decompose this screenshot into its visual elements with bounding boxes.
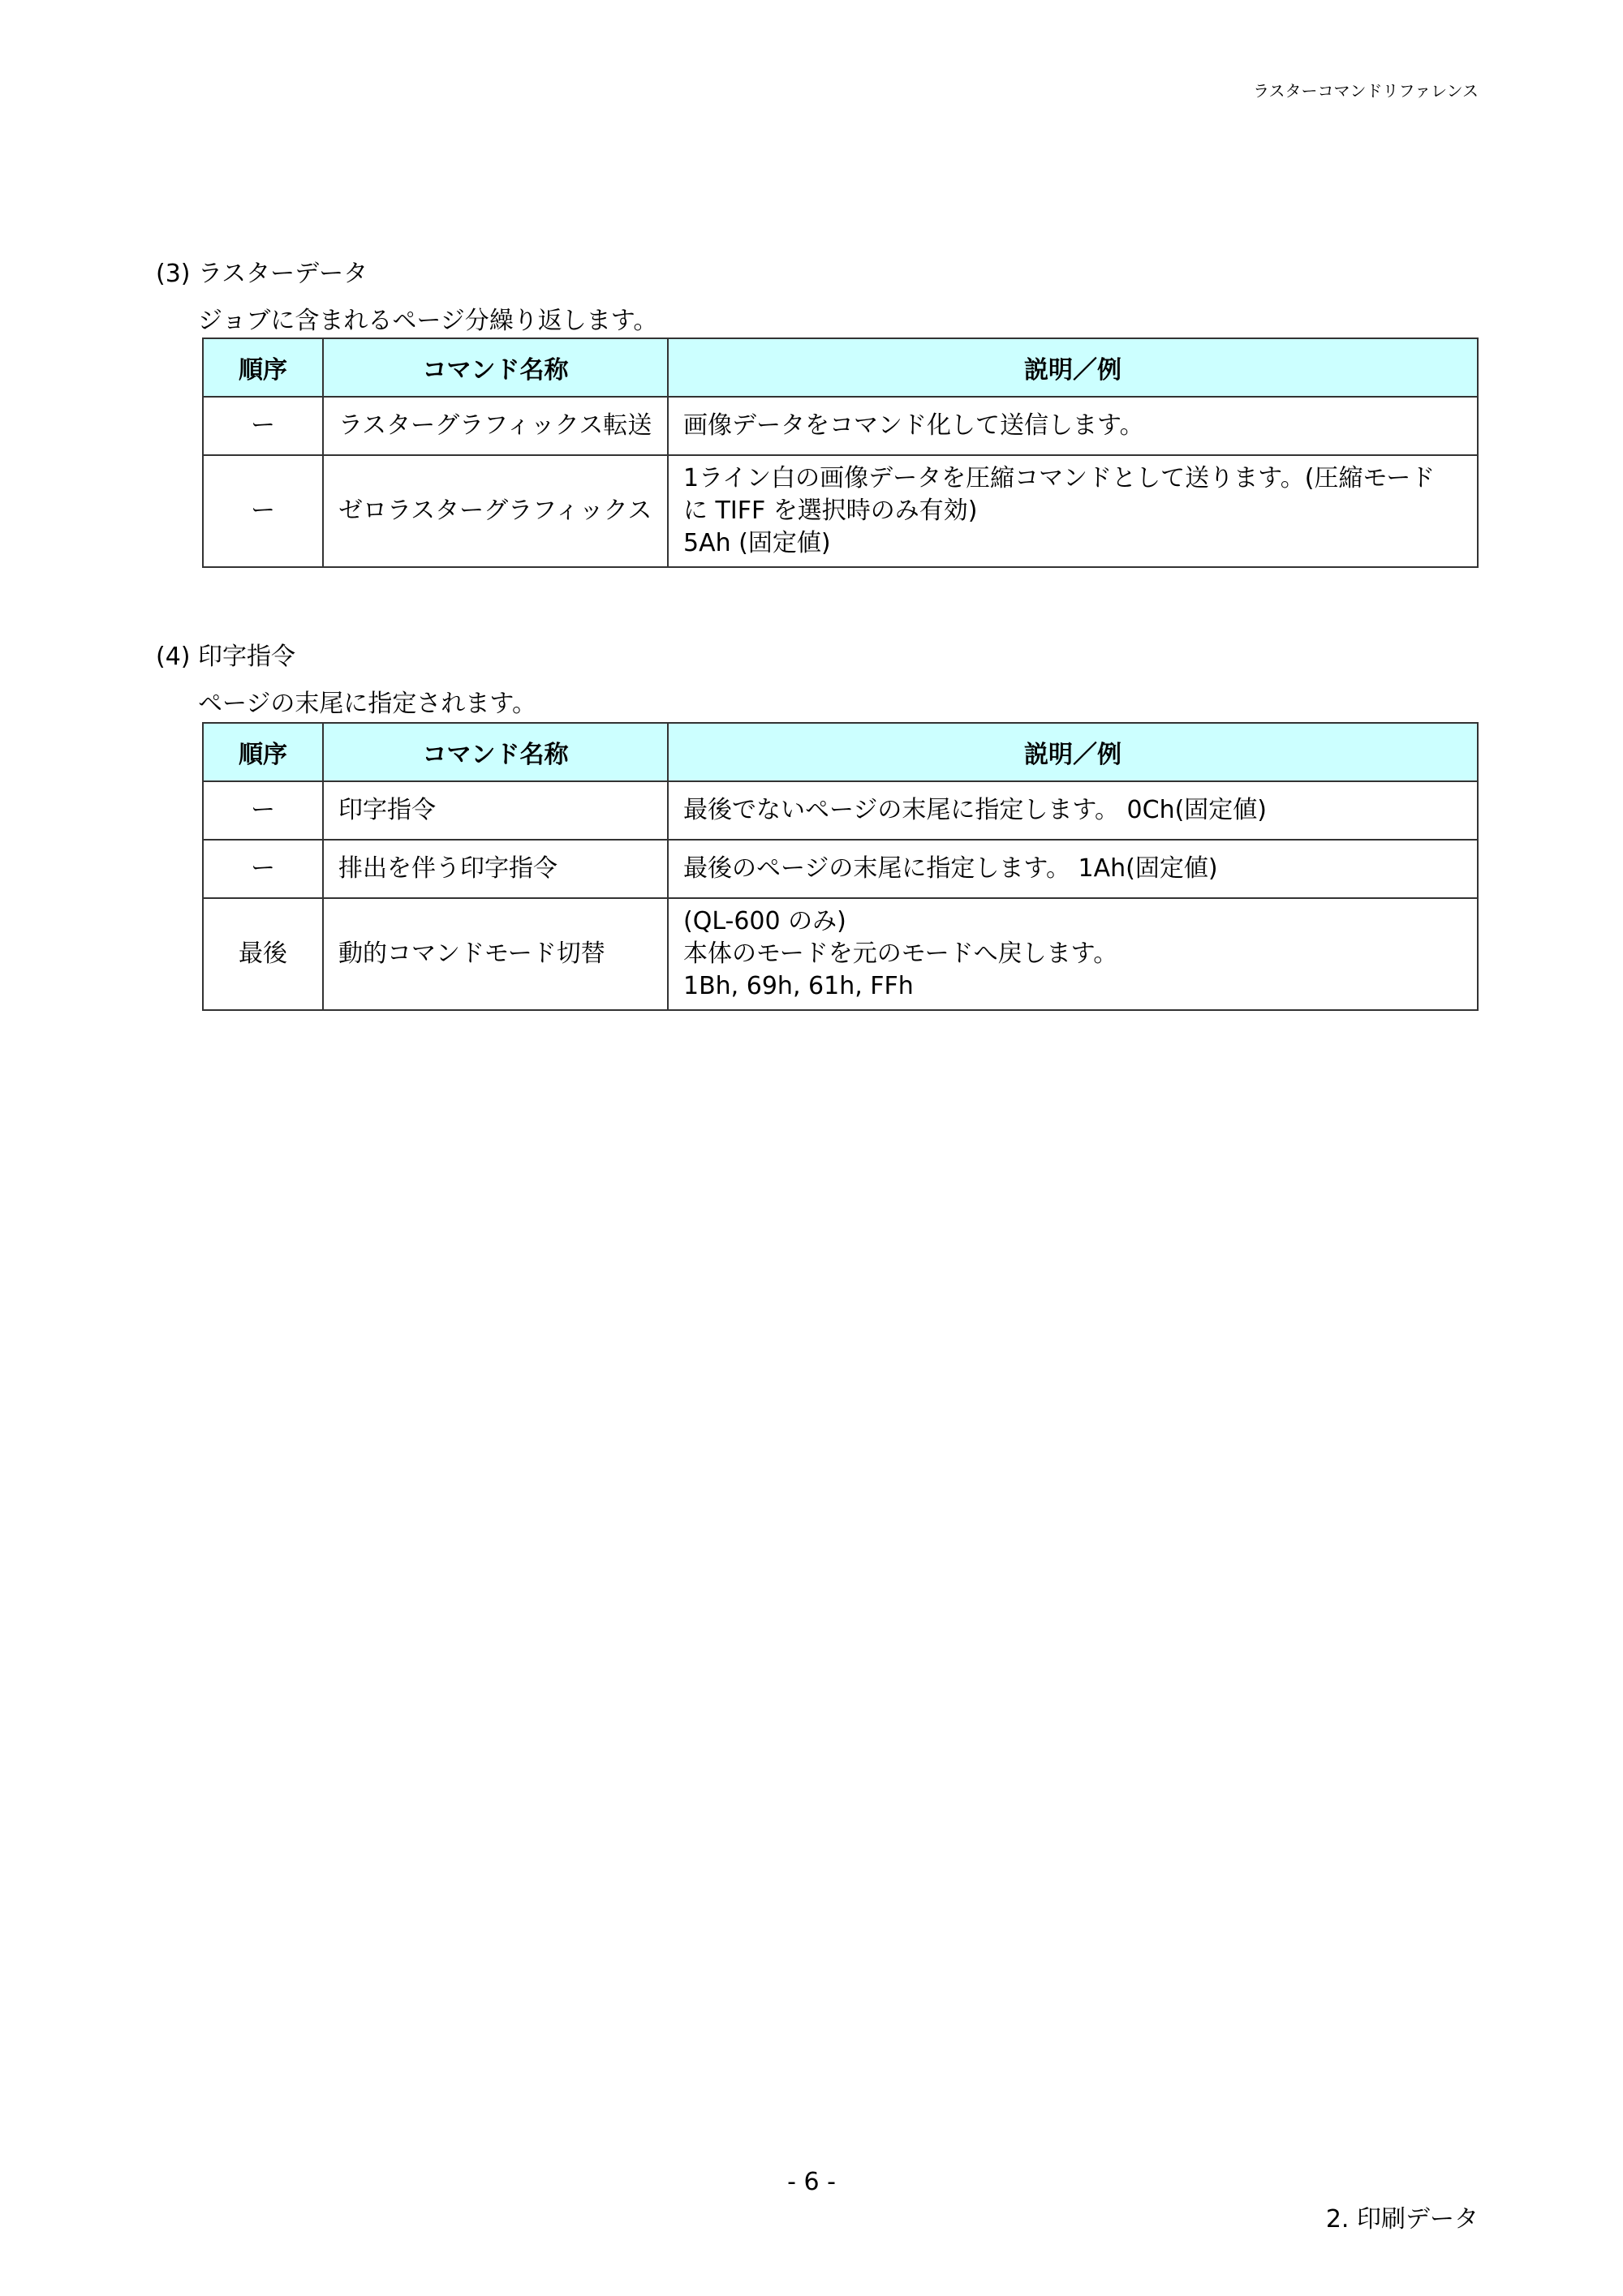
cell-description xyxy=(668,840,1478,898)
description-line: 画像データをコマンド化して送信します。 xyxy=(683,411,1144,440)
cell-order: ー xyxy=(203,781,323,840)
cell-command-name: 排出を伴う印字指令 xyxy=(323,840,668,898)
description-line: 最後のページの末尾に指定します。 1Ah(固定値) xyxy=(683,854,1218,883)
column-header-description: 説明／例 xyxy=(668,338,1478,397)
cell-description xyxy=(668,781,1478,840)
table-row xyxy=(203,840,1478,898)
table-header-row xyxy=(203,338,1478,397)
cell-command-name: ラスターグラフィックス転送 xyxy=(323,397,668,455)
table-row xyxy=(203,781,1478,840)
cell-description xyxy=(668,898,1478,1010)
description-line: 本体のモードを元のモードへ戻します。 xyxy=(683,939,1118,968)
cell-description xyxy=(668,455,1478,567)
description-line: 最後でないページの末尾に指定します。 0Ch(固定値) xyxy=(683,796,1267,824)
cell-command-name: 動的コマンドモード切替 xyxy=(323,898,668,1010)
table-row xyxy=(203,397,1478,455)
column-header-command-name: コマンド名称 xyxy=(323,723,668,781)
table-header-row xyxy=(203,723,1478,781)
cell-order: ー xyxy=(203,840,323,898)
cell-description xyxy=(668,397,1478,455)
description-line: 5Ah (固定値) xyxy=(683,529,831,557)
section-4-heading: (4) 印字指令 xyxy=(156,643,296,671)
section-4-description: ページの末尾に指定されます。 xyxy=(198,690,536,718)
column-header-command-name: コマンド名称 xyxy=(323,338,668,397)
cell-command-name: ゼロラスターグラフィックス xyxy=(323,455,668,567)
table-row xyxy=(203,455,1478,567)
footer-chapter-title: 2. 印刷データ xyxy=(1325,2205,1479,2234)
running-header: ラスターコマンドリファレンス xyxy=(1253,81,1479,101)
description-line: (QL-600 のみ) xyxy=(683,907,846,935)
page-number: - 6 - xyxy=(787,2168,836,2196)
cell-command-name: 印字指令 xyxy=(323,781,668,840)
section-3-heading: (3) ラスターデータ xyxy=(156,260,368,288)
section-3-description: ジョブに含まれるページ分繰り返します。 xyxy=(198,307,658,335)
table-row xyxy=(203,898,1478,1010)
cell-order: ー xyxy=(203,397,323,455)
column-header-order: 順序 xyxy=(203,338,323,397)
print-command-table xyxy=(202,722,1479,1011)
cell-order: 最後 xyxy=(203,898,323,1010)
column-header-description: 説明／例 xyxy=(668,723,1478,781)
column-header-order: 順序 xyxy=(203,723,323,781)
description-line: に TIFF を選択時のみ有効) xyxy=(683,497,978,525)
raster-data-table xyxy=(202,338,1479,568)
cell-order: ー xyxy=(203,455,323,567)
description-line: 1Bh, 69h, 61h, FFh xyxy=(683,972,914,1000)
description-line: 1ライン白の画像データを圧縮コマンドとして送ります。(圧縮モード xyxy=(683,464,1436,492)
